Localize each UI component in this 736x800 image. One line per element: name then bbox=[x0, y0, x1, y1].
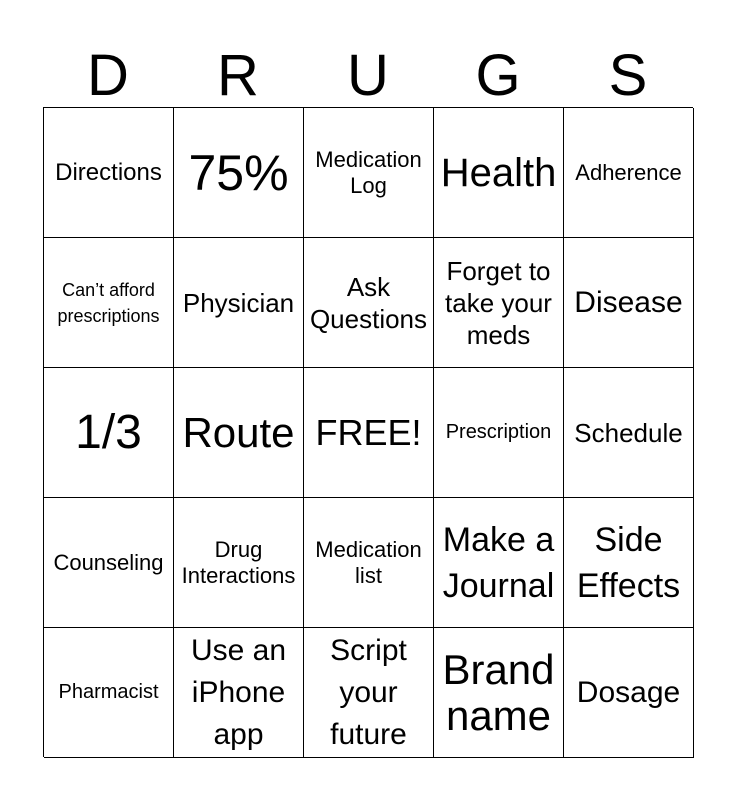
header-letter-s: S bbox=[608, 43, 648, 108]
bingo-cell[interactable]: Make a Journal bbox=[434, 498, 564, 628]
bingo-cell[interactable]: Pharmacist bbox=[44, 628, 174, 758]
bingo-header bbox=[43, 44, 693, 108]
bingo-cell[interactable]: Disease bbox=[564, 238, 694, 368]
bingo-cell[interactable]: Ask Questions bbox=[304, 238, 434, 368]
bingo-cell[interactable]: Can’t afford prescriptions bbox=[44, 238, 174, 368]
bingo-cell[interactable]: Prescription bbox=[434, 368, 564, 498]
bingo-cell[interactable]: Physician bbox=[174, 238, 304, 368]
bingo-cell[interactable]: 75% bbox=[174, 108, 304, 238]
bingo-cell[interactable]: Adherence bbox=[564, 108, 694, 238]
bingo-cell[interactable]: Medication list bbox=[304, 498, 434, 628]
bingo-cell[interactable]: Counseling bbox=[44, 498, 174, 628]
bingo-cell[interactable]: Health bbox=[434, 108, 564, 238]
bingo-cell[interactable]: Script your future bbox=[304, 628, 434, 758]
bingo-cell[interactable]: Side Effects bbox=[564, 498, 694, 628]
header-letter-g: G bbox=[475, 43, 521, 108]
bingo-cell[interactable]: Forget to take your meds bbox=[434, 238, 564, 368]
bingo-cell[interactable]: 1/3 bbox=[44, 368, 174, 498]
bingo-cell[interactable]: Brand name bbox=[434, 628, 564, 758]
bingo-cell[interactable]: Drug Interactions bbox=[174, 498, 304, 628]
bingo-cell[interactable]: Route bbox=[174, 368, 304, 498]
bingo-cell[interactable]: Dosage bbox=[564, 628, 694, 758]
header-letter-u: U bbox=[347, 43, 389, 108]
bingo-cell[interactable]: Use an iPhone app bbox=[174, 628, 304, 758]
bingo-grid bbox=[43, 107, 693, 757]
free-space[interactable]: FREE! bbox=[304, 368, 434, 498]
bingo-cell[interactable]: Schedule bbox=[564, 368, 694, 498]
bingo-cell[interactable]: Directions bbox=[44, 108, 174, 238]
bingo-cell[interactable]: Medication Log bbox=[304, 108, 434, 238]
header-letter-d: D bbox=[87, 43, 129, 108]
header-letter-r: R bbox=[217, 43, 259, 108]
